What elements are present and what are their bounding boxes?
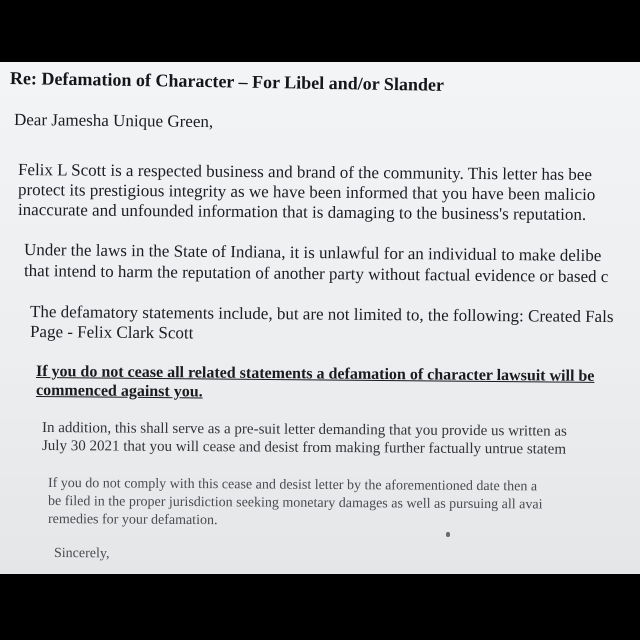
paragraph-1-line-2: protect its prestigious integrity as we have been informed that you have been malicio	[17, 180, 596, 205]
letter-page	[0, 62, 640, 574]
paragraph-2-line-2: that intend to harm the reputation of another party without factual evidence or based c	[23, 261, 609, 287]
paragraph-4-line-1: In addition, this shall serve as a pre-suit letter demanding that you provide us written as	[41, 420, 567, 440]
paragraph-2-line-1: Under the laws in the State of Indiana, it is unlawful for an individual to make delibe	[23, 240, 602, 266]
paragraph-3-line-2: Page - Felix Clark Scott	[29, 322, 194, 343]
ink-speck	[446, 532, 450, 537]
letter-closing: Sincerely,	[53, 546, 110, 562]
letter-salutation: Dear Jamesha Unique Green,	[13, 110, 214, 132]
warning-line-1: If you do not cease all related statements a defamation of character lawsuit will be	[35, 363, 595, 385]
paragraph-1-line-3: inaccurate and unfounded information that is damaging to the business's reputation.	[17, 200, 587, 224]
letter-subject: Re: Defamation of Character – For Libel and/or Slander	[9, 68, 445, 95]
warning-line-2: commenced against you.	[35, 382, 203, 401]
paragraph-5-line-3: remedies for your defamation.	[47, 512, 218, 529]
paragraph-1-line-1: Felix L Scott is a respected business and brand of the community. This letter has bee	[17, 160, 593, 185]
paragraph-5-line-2: be filed in the proper jurisdiction seeking monetary damages as well as pursuing all avai	[47, 494, 543, 513]
paragraph-3-line-1: The defamatory statements include, but are not limited to, the following: Created Fals	[29, 302, 614, 327]
paragraph-4-line-2: July 30 2021 that you will cease and desist from making further factually untrue statem	[41, 438, 567, 458]
paragraph-5-line-1: If you do not comply with this cease and desist letter by the aforementioned date then a	[47, 476, 538, 495]
